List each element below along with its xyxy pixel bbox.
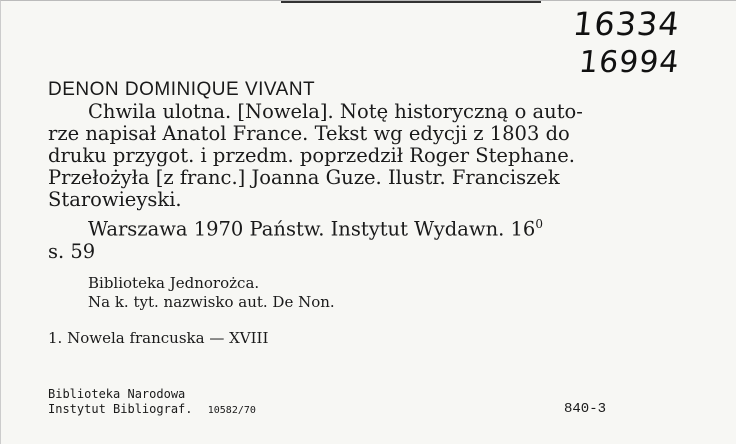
institution-line-1: Biblioteka Narodowa xyxy=(48,387,186,401)
author-heading: DENON DOMINIQUE VIVANT xyxy=(48,79,316,100)
description-line: Chwila ulotna. [Nowela]. Notę historyczną o auto- xyxy=(88,100,583,123)
catalog-number: 840-3 xyxy=(564,401,607,417)
title-page-note: Na k. tyt. nazwisko aut. De Non. xyxy=(88,293,335,311)
handwritten-number-2: 16994 xyxy=(577,45,682,80)
description-line: Przełożyła [z franc.] Joanna Guze. Ilustr. Franciszek xyxy=(48,166,560,189)
description-line: Starowieyski. xyxy=(48,188,182,211)
pages-line: s. 59 xyxy=(48,240,96,263)
institution-name-2: Instytut Bibliograf. xyxy=(48,402,193,416)
format-superscript: 0 xyxy=(535,217,543,231)
description-block xyxy=(48,101,618,211)
handwritten-number-1: 16334 xyxy=(571,5,682,43)
subject-heading: 1. Nowela francuska — XVIII xyxy=(48,329,269,347)
series-note: Biblioteka Jednorożca. xyxy=(88,274,260,292)
description-line: rze napisał Anatol France. Tekst wg edycji z 1803 do xyxy=(48,122,570,145)
description-line: druku przygot. i przedm. poprzedził Roger Stephane. xyxy=(48,144,575,167)
publication-text: Warszawa 1970 Państw. Instytut Wydawn. 16 xyxy=(88,217,536,241)
top-rule xyxy=(281,1,541,3)
reference-number: 10582/70 xyxy=(207,405,256,416)
publication-line xyxy=(88,217,543,241)
institution-line-2 xyxy=(48,402,256,416)
